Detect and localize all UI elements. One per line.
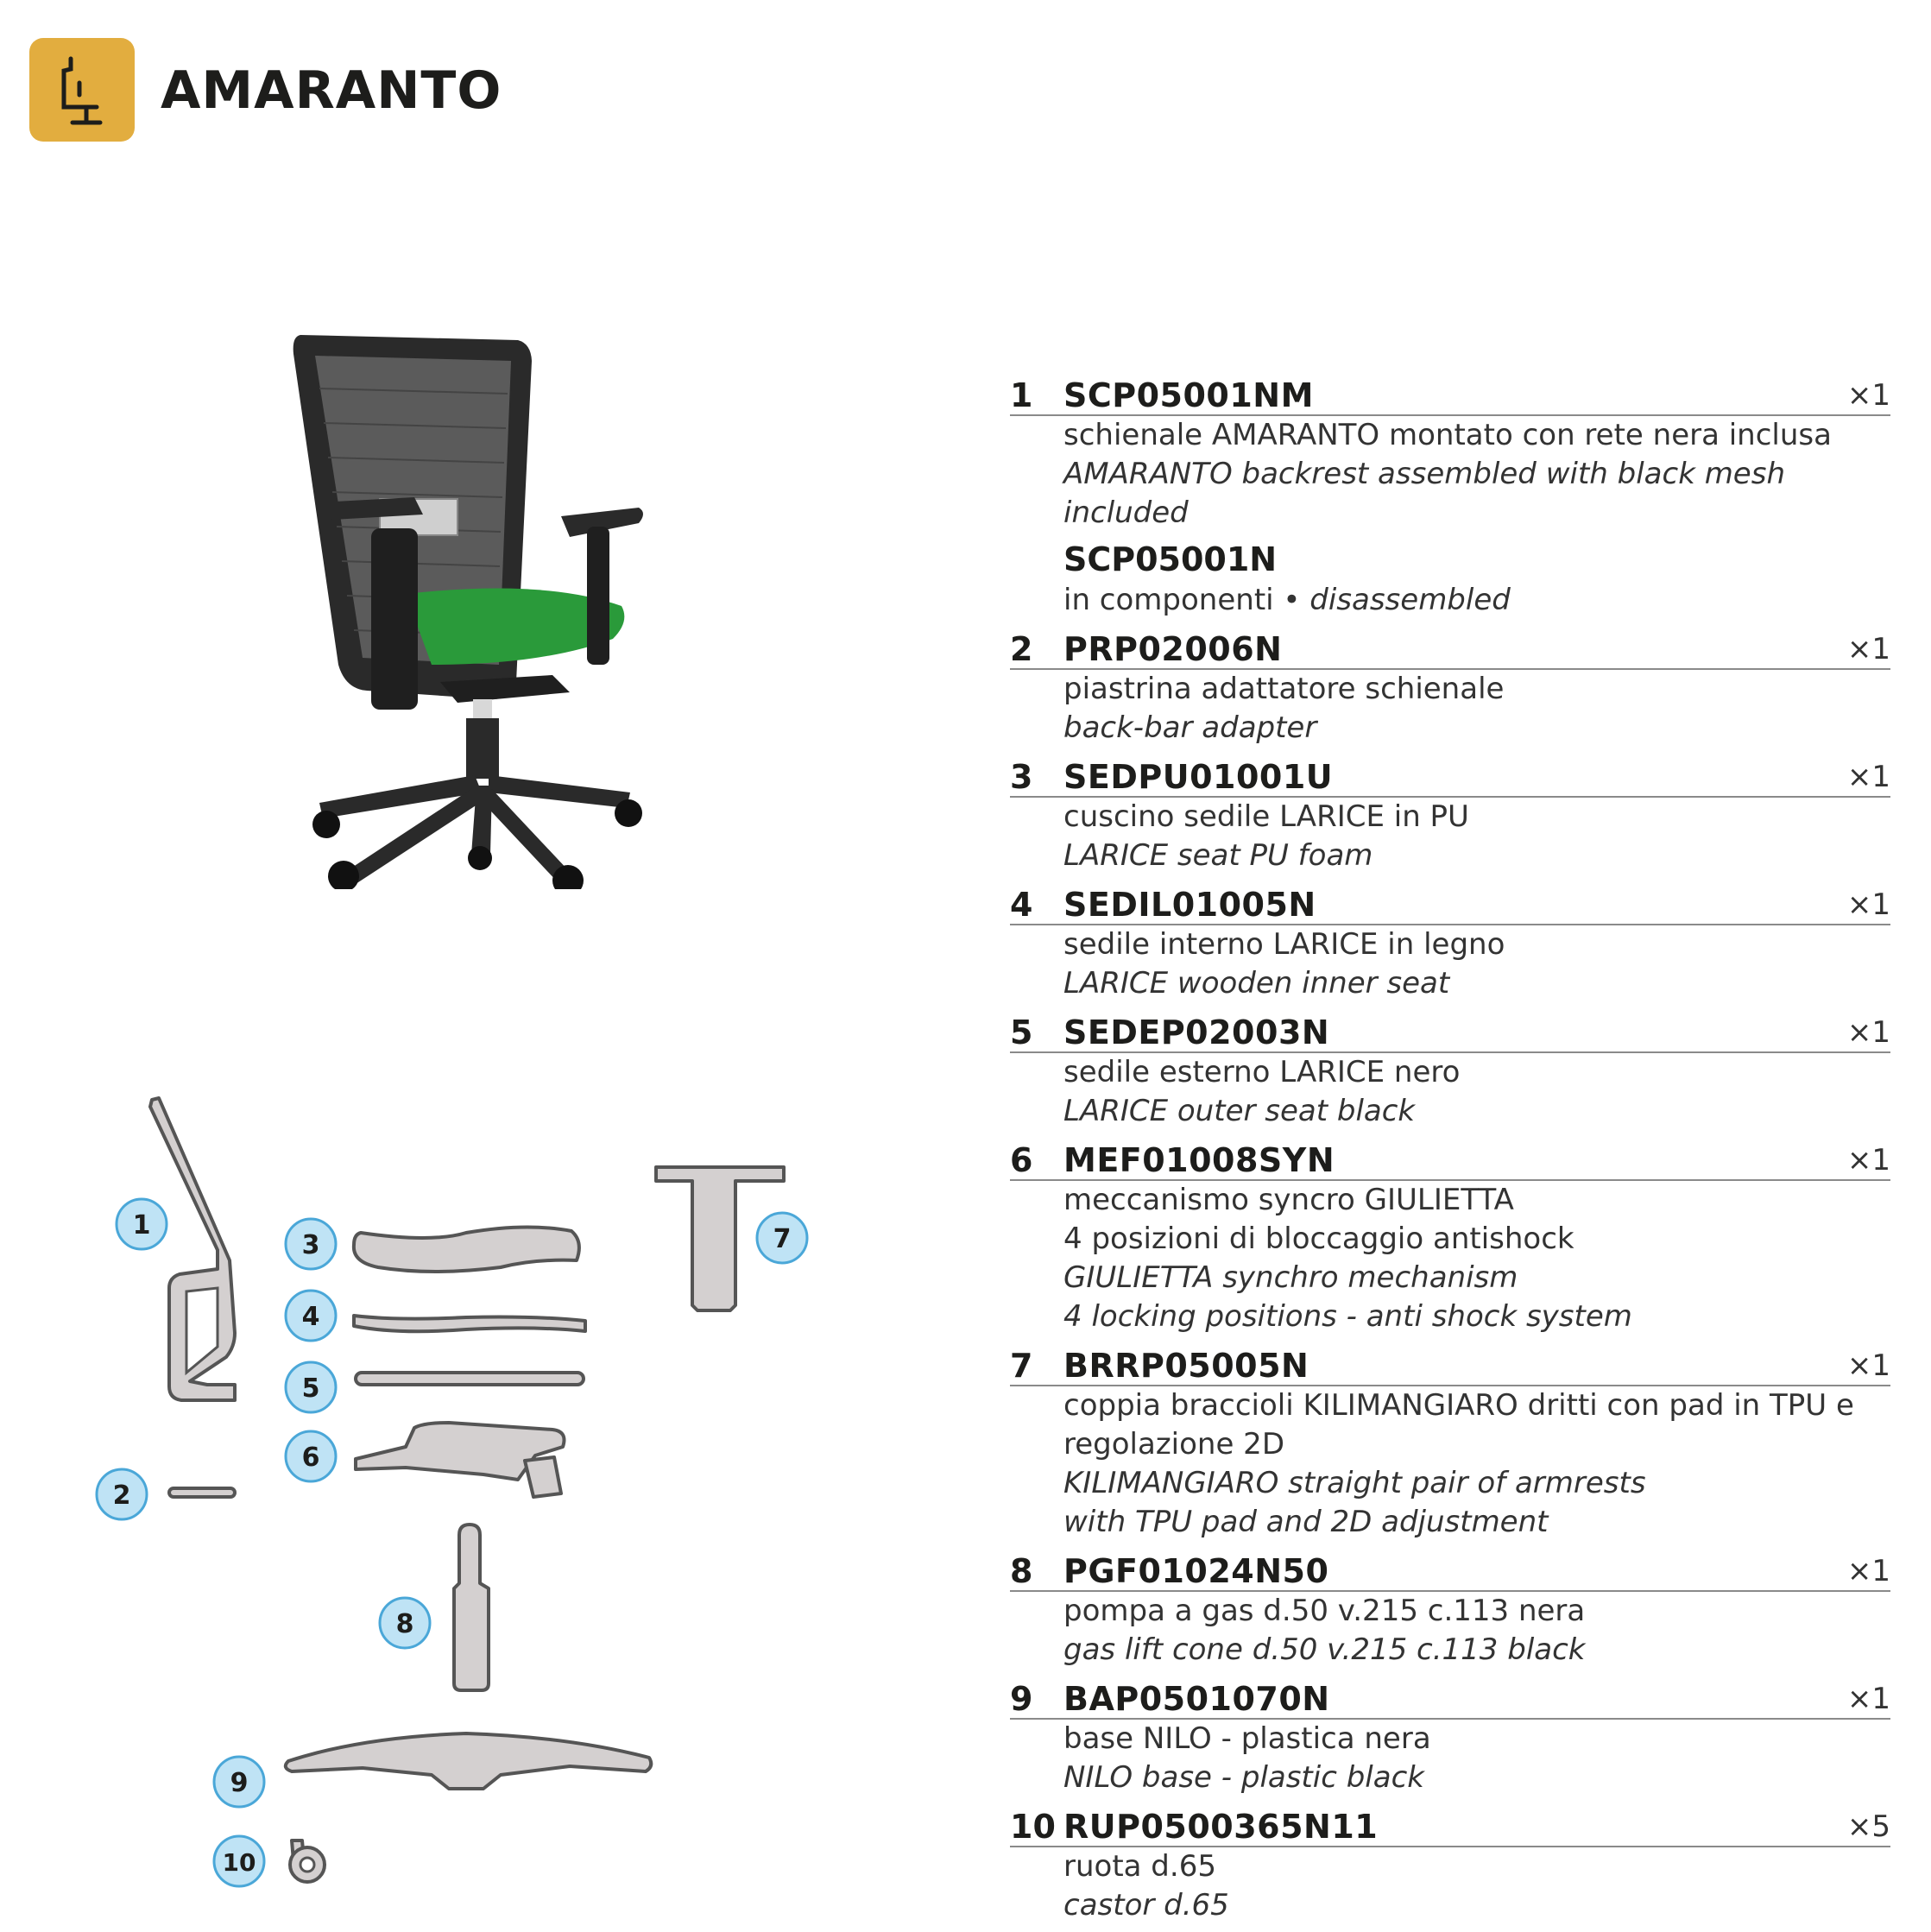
- svg-text:1: 1: [132, 1210, 151, 1241]
- description-english: LARICE outer seat black: [1063, 1094, 1416, 1128]
- part-item: [1010, 627, 1890, 748]
- part-code: MEF01008SYN: [1063, 1141, 1335, 1179]
- part-code: SCP05001NM: [1063, 376, 1314, 414]
- part-header: [1010, 1010, 1890, 1053]
- part-quantity: ×1: [1846, 1348, 1890, 1383]
- part-quantity: ×1: [1846, 378, 1890, 413]
- part-code: BRRP05005N: [1063, 1347, 1309, 1385]
- part-item: [1010, 1804, 1890, 1925]
- part-code: SEDEP02003N: [1063, 1013, 1330, 1051]
- callout-1: [117, 1199, 167, 1249]
- part-quantity: ×1: [1846, 1682, 1890, 1716]
- description-italian: regolazione 2D: [1063, 1427, 1284, 1462]
- description-english: included: [1063, 496, 1189, 530]
- part-description: [1010, 1592, 1890, 1670]
- part-quantity: ×1: [1846, 632, 1890, 666]
- callout-10: [214, 1836, 264, 1886]
- part-description: [1010, 1720, 1890, 1797]
- part-description: [1010, 1386, 1890, 1542]
- part-quantity: ×1: [1846, 760, 1890, 794]
- part-number: 3: [1010, 758, 1033, 796]
- alternate-description-italian: in componenti •: [1063, 583, 1310, 617]
- svg-text:3: 3: [301, 1230, 320, 1260]
- description-italian: schienale AMARANTO montato con rete nera inclusa: [1063, 418, 1832, 452]
- page-title: AMARANTO: [161, 60, 502, 121]
- part-code: SEDPU01001U: [1063, 758, 1334, 796]
- description-english: NILO base - plastic black: [1063, 1760, 1424, 1795]
- description-english: LARICE seat PU foam: [1063, 838, 1373, 873]
- svg-text:5: 5: [301, 1373, 320, 1404]
- description-english: gas lift cone d.50 v.215 c.113 black: [1063, 1632, 1586, 1667]
- part-quantity: ×1: [1846, 1143, 1890, 1178]
- part-number: 6: [1010, 1141, 1033, 1179]
- part-item: [1010, 1676, 1890, 1797]
- part-description: [1010, 1847, 1890, 1925]
- chair-photo: [285, 319, 673, 889]
- description-italian: meccanismo syncro GIULIETTA: [1063, 1183, 1514, 1217]
- part-8-shape: [454, 1525, 489, 1690]
- part-item: [1010, 754, 1890, 875]
- part-4-shape: [354, 1316, 585, 1331]
- description-english: back-bar adapter: [1063, 710, 1317, 745]
- part-description: [1010, 1053, 1890, 1131]
- part-number: 9: [1010, 1680, 1033, 1718]
- part-quantity: ×1: [1846, 1015, 1890, 1050]
- part-item: [1010, 373, 1890, 620]
- part-description: [1010, 798, 1890, 875]
- callout-2: [97, 1469, 147, 1519]
- part-code: BAP0501070N: [1063, 1680, 1330, 1718]
- part-item: [1010, 1549, 1890, 1670]
- part-header: [1010, 1343, 1890, 1386]
- callout-6: [286, 1431, 336, 1481]
- part-code: PRP02006N: [1063, 630, 1283, 668]
- part-code: PGF01024N50: [1063, 1552, 1329, 1590]
- part-description: [1010, 1181, 1890, 1336]
- description-italian: sedile interno LARICE in legno: [1063, 927, 1505, 962]
- part-header: [1010, 1549, 1890, 1592]
- description-english: castor d.65: [1063, 1888, 1229, 1923]
- part-number: 1: [1010, 376, 1033, 414]
- svg-text:7: 7: [773, 1224, 792, 1254]
- part-5-shape: [356, 1373, 584, 1385]
- alternate-description: [1010, 581, 1890, 620]
- svg-text:6: 6: [301, 1443, 320, 1473]
- description-english: AMARANTO backrest assembled with black mesh: [1063, 457, 1785, 491]
- part-header: [1010, 1804, 1890, 1847]
- part-number: 8: [1010, 1552, 1033, 1590]
- description-english: LARICE wooden inner seat: [1063, 966, 1450, 1001]
- description-english: 4 locking positions - anti shock system: [1063, 1299, 1632, 1334]
- part-description: [1010, 416, 1890, 533]
- description-english: GIULIETTA synchro mechanism: [1063, 1260, 1518, 1295]
- description-italian: coppia braccioli KILIMANGIARO dritti con pad in TPU e: [1063, 1388, 1854, 1423]
- description-italian: pompa a gas d.50 v.215 c.113 nera: [1063, 1594, 1586, 1628]
- svg-text:8: 8: [395, 1609, 414, 1639]
- part-item: [1010, 1138, 1890, 1336]
- part-header: [1010, 373, 1890, 416]
- callout-7: [757, 1213, 807, 1263]
- alternate-part-code: SCP05001N: [1063, 540, 1278, 578]
- description-italian: piastrina adattatore schienale: [1063, 672, 1505, 706]
- svg-text:9: 9: [230, 1768, 249, 1798]
- svg-text:4: 4: [301, 1302, 320, 1332]
- description-italian: sedile esterno LARICE nero: [1063, 1055, 1461, 1089]
- part-2-shape: [169, 1488, 235, 1497]
- part-header: [1010, 627, 1890, 670]
- part-description: [1010, 670, 1890, 748]
- part-9-shape: [286, 1733, 651, 1789]
- part-quantity: ×1: [1846, 887, 1890, 922]
- description-italian: 4 posizioni di bloccaggio antishock: [1063, 1222, 1574, 1256]
- part-header: [1010, 1138, 1890, 1181]
- part-description: [1010, 925, 1890, 1003]
- svg-text:10: 10: [222, 1848, 256, 1877]
- description-italian: ruota d.65: [1063, 1849, 1216, 1884]
- part-number: 7: [1010, 1347, 1033, 1385]
- description-italian: cuscino sedile LARICE in PU: [1063, 799, 1469, 834]
- callout-3: [286, 1219, 336, 1269]
- callout-8: [380, 1598, 430, 1648]
- callout-4: [286, 1291, 336, 1341]
- part-number: 4: [1010, 886, 1033, 924]
- description-italian: base NILO - plastica nera: [1063, 1721, 1431, 1756]
- exploded-diagram: [0, 1062, 863, 1890]
- part-header: [1010, 754, 1890, 798]
- svg-text:2: 2: [112, 1481, 131, 1511]
- callout-5: [286, 1362, 336, 1412]
- part-quantity: ×5: [1846, 1809, 1890, 1844]
- chair-icon: [29, 38, 135, 142]
- description-english: KILIMANGIARO straight pair of armrests: [1063, 1466, 1646, 1500]
- part-number: 10: [1010, 1808, 1056, 1846]
- parts-list: [1010, 373, 1890, 1932]
- description-english: with TPU pad and 2D adjustment: [1063, 1505, 1549, 1539]
- part-number: 5: [1010, 1013, 1033, 1051]
- part-quantity: ×1: [1846, 1554, 1890, 1588]
- part-code: SEDIL01005N: [1063, 886, 1316, 924]
- alternate-description-english: disassembled: [1309, 583, 1511, 617]
- part-10-shape: [290, 1840, 325, 1882]
- part-item: [1010, 1343, 1890, 1542]
- part-3-shape: [354, 1227, 579, 1272]
- part-header: [1010, 882, 1890, 925]
- part-number: 2: [1010, 630, 1033, 668]
- brand-logo: [29, 38, 135, 142]
- part-item: [1010, 882, 1890, 1003]
- callout-9: [214, 1757, 264, 1807]
- part-header: [1010, 1676, 1890, 1720]
- part-code: RUP0500365N11: [1063, 1808, 1379, 1846]
- part-item: [1010, 1010, 1890, 1131]
